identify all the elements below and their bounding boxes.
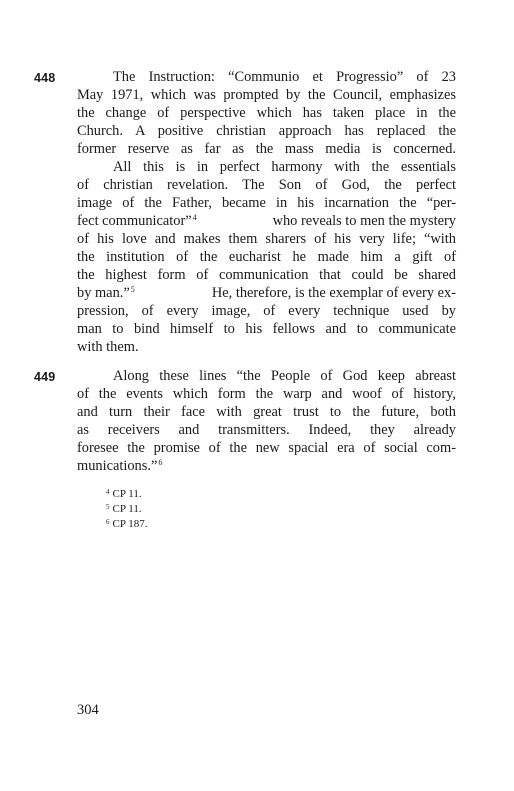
- text-line: [77, 457, 456, 475]
- text-line: Church. A positive christian approach has replaced the: [77, 123, 456, 139]
- text-line: pression, of every image, of every technique used by: [77, 303, 456, 319]
- text-line: the highest form of communication that could be shared: [77, 267, 456, 283]
- text-line: as receivers and transmitters. Indeed, they already: [77, 422, 456, 438]
- paragraph-number-448: 448: [34, 71, 56, 85]
- text-line: Along these lines “the People of God keep abreast: [113, 368, 456, 384]
- text-fragment: fect communicator”: [77, 213, 192, 229]
- text-line: All this is in perfect harmony with the essentials: [113, 159, 456, 175]
- text-line: of the events which form the warp and woof of history,: [77, 386, 456, 402]
- paragraph-number-449: 449: [34, 370, 56, 384]
- text-line: the institution of the eucharist he made him a gift of: [77, 249, 456, 265]
- text-line: former reserve as far as the mass media is concerned.: [77, 141, 456, 157]
- footnote-text: CP 11.: [112, 503, 142, 515]
- footnote-5: [106, 503, 142, 517]
- text-line: of christian revelation. The Son of God, the perfect: [77, 177, 456, 193]
- text-line: and turn their face with great trust to the future, both: [77, 404, 456, 420]
- text-line: May 1971, which was prompted by the Council, emphasizes: [77, 87, 456, 103]
- text-fragment: He, therefore, is the exemplar of every ex-: [211, 285, 456, 301]
- page-number: 304: [77, 702, 99, 718]
- text-line: with them.: [77, 339, 139, 355]
- footnote-mark: 6: [106, 518, 110, 526]
- text-fragment: who reveals to men the mystery: [272, 213, 456, 229]
- text-line: The Instruction: “Communio et Progressio” of 23: [113, 69, 456, 85]
- footnote-6: [106, 518, 148, 532]
- footnote-ref-5: 5: [130, 285, 135, 294]
- text-fragment: by man.”: [77, 285, 130, 301]
- text-line: [77, 212, 456, 230]
- text-line: the change of perspective which has taken place in the: [77, 105, 456, 121]
- text-line: foresee the promise of the new spacial era of social com-: [77, 440, 456, 456]
- footnote-text: CP 11.: [112, 488, 142, 500]
- footnote-mark: 5: [106, 503, 110, 511]
- footnote-mark: 4: [106, 488, 110, 496]
- footnote-ref-6: 6: [158, 458, 163, 467]
- footnote-text: CP 187.: [112, 518, 148, 530]
- text-line: [77, 284, 456, 302]
- text-line: image of the Father, became in his incarnation the “per-: [77, 195, 456, 211]
- footnote-4: [106, 488, 142, 502]
- text-fragment: munications.”: [77, 458, 158, 474]
- text-line: of his love and makes them sharers of his very life; “with: [77, 231, 456, 247]
- text-line: man to bind himself to his fellows and to communicate: [77, 321, 456, 337]
- footnote-ref-4: 4: [192, 213, 197, 222]
